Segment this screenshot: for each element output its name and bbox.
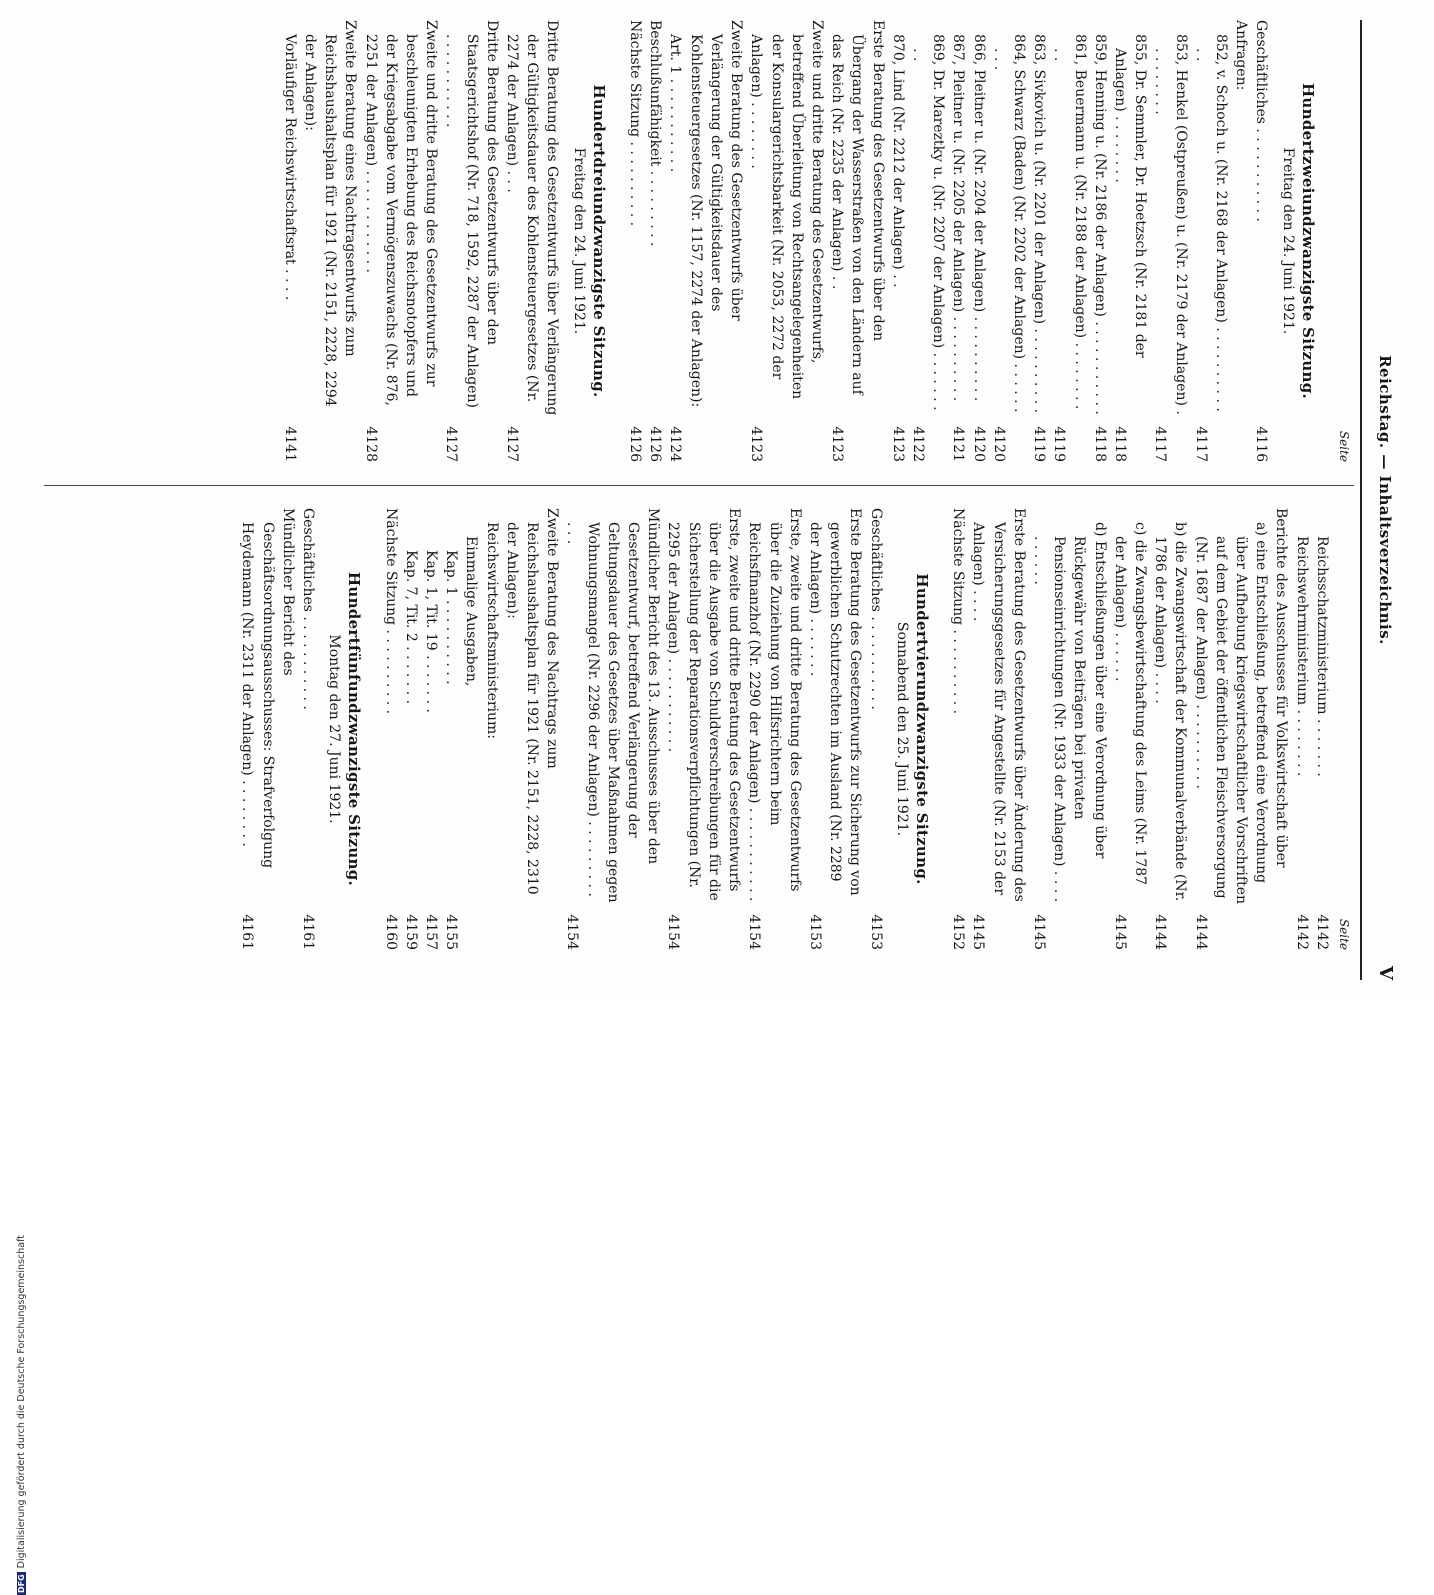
toc-entry-text: 864, Schwarz (Baden) (Nr. 2202 der Anlagen) . . . . . . . . . [990, 34, 1027, 413]
toc-entry [1150, 20, 1190, 462]
toc-page-number: 4145 [1111, 914, 1128, 950]
toc-entry [1191, 20, 1231, 462]
toc-entry-text: 867, Pleitner u. (Nr. 2205 der Anlagen) . . . . . . . . . . [950, 34, 967, 402]
toc-entry [1110, 20, 1150, 462]
toc-entry-text: Einmalige Ausgaben, [463, 536, 480, 687]
toc-entry-text: Mündlicher Bericht des 13. Ausschusses über den Gesetzentwurf, betreffend Verlängerung der Geltungsdauer des Gesetzes über Maßnahmen gegen Wohnungsmangel (Nr. 2296 der Anlagen) . . . . . . . . . . . . [564, 508, 662, 903]
page-number: V [1375, 966, 1396, 980]
toc-entry [968, 508, 1029, 950]
toc-entry [1291, 508, 1311, 950]
toc-entry [380, 508, 400, 950]
toc-entry [502, 20, 563, 462]
toc-page-number: 4116 [1253, 426, 1270, 462]
toc-entry-text: Berichte des Ausschusses für Volkswirtschaft über [1273, 508, 1290, 868]
toc-entry-text: 870, Lind (Nr. 2212 der Anlagen) . . [889, 34, 906, 288]
session-date: Freitag den 24. Juni 1921. [1279, 147, 1296, 335]
toc-entry-text: Erste Beratung des Gesetzentwurfs zur Sicherung von gewerblichen Schutzrechten im Ausland (Nr. 2289 der Anlagen) . . . . . . . [806, 508, 864, 896]
toc-page-number: 4157 [423, 914, 440, 950]
toc-entry-text: Erste, zweite und dritte Beratung des Gesetzentwurfs über die Ausgabe von Schuldverschreibungen für die Sicherstellung der Reparationsverpflichtungen (Nr. 2295 der Anlagen) . . . . . . . . . . . [665, 508, 743, 901]
toc-page-number: 4161 [300, 914, 317, 950]
toc-page-number: 4117 [1152, 426, 1169, 462]
toc-entry [562, 508, 663, 950]
session-title: Hundertfünfundzwanzigste Sitzung. [345, 571, 364, 887]
toc-page-number: 4128 [362, 426, 379, 462]
toc-page-number: 4152 [950, 914, 967, 950]
toc-entry [989, 20, 1029, 462]
footer-credit [16, 1195, 30, 1595]
toc-entry [280, 20, 300, 462]
toc-page-number: 4154 [564, 914, 581, 950]
toc-entry [1110, 508, 1150, 950]
toc-page-number: 4142 [1313, 914, 1330, 950]
toc-entry [888, 20, 908, 462]
toc-entry [360, 20, 441, 462]
toc-entry-text: 859, Henning u. (Nr. 2186 der Anlagen) . . . . . . . . . . . [1091, 34, 1108, 415]
toc-page-number: 4120 [990, 426, 1007, 462]
toc-entry-text: Dritte Beratung des Gesetzentwurfs über Verlängerung der Gültigkeitsdauer des Kohlensteuergesetzes (Nr. 2274 der Anlagen) . . . [504, 20, 561, 416]
toc-entry-text: b) die Zwangswirtschaft der Kommunalverbände (Nr. 1786 der Anlagen) . . . . [1152, 522, 1189, 902]
toc-entry-text: a) eine Entschließung, betreffend eine Verordnung über Aufhebung kriegswirtschaftlicher Vorschriften auf dem Gebiet der öffentlichen Fleischversorgung (Nr. 1687 der Anlagen) . . . . . . . . . . [1192, 522, 1270, 904]
toc-entry [441, 508, 461, 950]
session-date: Montag den 27. Juni 1921. [326, 634, 343, 824]
toc-entry [441, 20, 502, 462]
toc-entry [502, 508, 563, 950]
toc-entry-text: Erste, zweite und dritte Beratung des Gesetzentwurfs über die Zuziehung von Hilfsrichtern beim Reichsfinanzhof (Nr. 2290 der Anlagen) . . . . . . . . . . . [746, 508, 803, 902]
left-column [34, 20, 1354, 462]
toc-entry [665, 20, 746, 462]
right-column [34, 508, 1354, 950]
toc-entry [461, 508, 481, 950]
toc-page-number: 4127 [443, 426, 460, 462]
toc-entry-text: Zweite und dritte Beratung des Gesetzentwurfs, betreffend Überleitung von Rechtsangelegenheiten der Konsulargerichtsbarkeit (Nr. 2053, 2272 der Anlagen) . . . . . . . . [748, 20, 825, 400]
toc-entry [746, 20, 827, 462]
toc-entry-text: Anfragen: [1233, 20, 1250, 91]
toc-page-number: 4122 [909, 426, 926, 462]
rotated-sheet [10, 20, 1400, 980]
toc-page-number: 4118 [1111, 426, 1128, 462]
toc-page-number: 4145 [970, 914, 987, 950]
toc-entry [298, 508, 318, 950]
toc-page-number: 4159 [402, 914, 419, 950]
running-title: Reichstag. — Inhaltsverzeichnis. [1376, 355, 1394, 645]
toc-page-number: 4142 [1293, 914, 1310, 950]
toc-entry [421, 508, 441, 950]
session-date: Freitag den 24. Juni 1921. [570, 147, 587, 335]
toc-entry [645, 20, 665, 462]
toc-entry-text: Kap. 7, Tit. 2 . . . . . . . [402, 550, 419, 705]
toc-page-number: 4126 [647, 426, 664, 462]
toc-entry [663, 508, 744, 950]
toc-page-number: 4161 [239, 914, 256, 950]
toc-entry [948, 508, 968, 950]
toc-entry [1029, 508, 1110, 950]
toc-page-number: 4118 [1091, 426, 1108, 462]
toc-entry [237, 508, 298, 950]
toc-page-number: 4117 [1192, 426, 1209, 462]
toc-page-number: 4153 [806, 914, 823, 950]
toc-entry-text: 863, Sivkovich u. (Nr. 2201 der Anlagen) . . . . . . . . . . [1031, 34, 1048, 414]
toc-entry-text: Zweite Beratung des Nachtrags zum Reichshaushaltsplan für 1921 (Nr. 2151, 2228, 2310 der Anlagen): [503, 508, 561, 895]
toc-entry-text: Geschäftliches . . . . . . . . . . . [1253, 20, 1270, 222]
toc-entry [1312, 508, 1332, 950]
toc-page-number: 4155 [443, 914, 460, 950]
toc-entry-text: 866, Pleitner u. (Nr. 2204 der Anlagen) . . . . . . . . . . [970, 34, 987, 402]
page-header [1360, 20, 1400, 980]
session-title: Hundertzweiundzwanzigste Sitzung. [1298, 82, 1317, 400]
toc-page-number: 4119 [1031, 426, 1048, 462]
toc-entry [827, 20, 888, 462]
toc-page-number: 4154 [746, 914, 763, 950]
toc-entry-text: Kap. 1, Tit. 19 . . . . . . . [423, 550, 440, 713]
toc-entry-text: c) die Zwangsbewirtschaftung des Leims (Nr. 1787 der Anlagen) . . . . . . [1111, 522, 1148, 886]
toc-page-number: 4123 [889, 426, 906, 462]
toc-page-number: 4123 [829, 426, 846, 462]
toc-page-number: 4154 [665, 914, 682, 950]
toc-page-number: 4124 [667, 426, 684, 462]
toc-entry-text: 853, Henkel (Ostpreußen) u. (Nr. 2179 der Anlagen) . . . . . . . . . [1152, 34, 1189, 415]
toc-entry [908, 20, 948, 462]
toc-entry-text: Zweite Beratung des Gesetzentwurfs über Verlängerung der Gültigkeitsdauer des Kohlensteuergesetzes (Nr. 1157, 2274 der Anlagen): Art. 1 . . . . . . . . . . . [667, 20, 745, 408]
toc-entry [1190, 508, 1271, 950]
toc-entry-text: Nächste Sitzung . . . . . . . . . . [950, 508, 967, 715]
toc-entry-text: 869, Dr. Mareztky u. (Nr. 2207 der Anlagen) . . . . . . . . . [909, 34, 947, 411]
toc-entry [1271, 508, 1291, 950]
toc-entry-text: Reichsschatzministerium . . . . . . . [1313, 536, 1330, 777]
toc-entry [1251, 20, 1271, 462]
toc-entry [968, 20, 988, 462]
seite-label: Seite [1337, 918, 1351, 950]
toc-entry [1150, 508, 1190, 950]
toc-entry-text: Zweite Beratung eines Nachtragsentwurfs zum Reichshaushaltsplan für 1921 (Nr. 2151, 2228, 2294 der Anlagen): [302, 20, 359, 407]
toc-entry [1231, 20, 1251, 462]
toc-entry [625, 20, 645, 462]
toc-entry-text: Kap. 1 . . . . . . . . . . [443, 550, 460, 685]
toc-entry-text: 852, v. Schoch u. (Nr. 2168 der Anlagen) . . . . . . . . . . . . [1192, 34, 1229, 412]
toc-entry-text: Vorläufiger Reichswirtschaftsrat . . . . [281, 34, 298, 301]
seite-label: Seite [1337, 430, 1351, 462]
toc-entry-text: Geschäftliches . . . . . . . . . . . [867, 508, 884, 710]
toc-entry-text: 855, Dr. Semmler, Dr. Hoetzsch (Nr. 2181 der Anlagen) . . . . . . . . [1111, 34, 1149, 358]
toc-entry [948, 20, 968, 462]
toc-page-number: 4144 [1192, 914, 1209, 950]
toc-page-number: 4123 [748, 426, 765, 462]
toc-page-number: 4121 [950, 426, 967, 462]
session-date: Sonnabend den 25. Juni 1921. [893, 621, 910, 837]
toc-page-number: 4126 [627, 426, 644, 462]
toc-entry-text: Reichswehrministerium . . . . . . . . [1293, 536, 1310, 777]
session-title: Hundertdreiundzwanzigste Sitzung. [589, 84, 608, 398]
toc-entry-text: Geschäftliches . . . . . . . . . . . [300, 508, 317, 710]
toc-entry-text: 861, Beuermann u. (Nr. 2188 der Anlagen) . . . . . . . . . . [1051, 34, 1088, 410]
toc-entry-text: Dritte Beratung des Gesetzentwurfs über den Staatsgerichtshof (Nr. 718, 1592, 2287 der Anlagen) . . . . . . . . . . . [443, 20, 500, 408]
toc-page-number: 4144 [1152, 914, 1169, 950]
footer-strip [2, 995, 27, 1593]
toc-entry [481, 508, 501, 950]
toc-entry [300, 20, 361, 462]
toc-page-number: 4141 [281, 426, 298, 462]
toc-page-number: 4127 [504, 426, 521, 462]
toc-entry-text: Nächste Sitzung . . . . . . . . . . [382, 508, 399, 715]
toc-page-number: 4145 [1030, 914, 1047, 950]
toc-entry-text: Erste Beratung des Gesetzentwurfs über den Übergang der Wasserstraßen von den Ländern auf das Reich (Nr. 2235 der Anlagen) . . [829, 20, 886, 395]
toc-entry [1090, 20, 1110, 462]
toc-entry [865, 508, 885, 950]
dfg-logo: DFG [17, 1574, 26, 1593]
session-title: Hundertvierundzwanzigste Sitzung. [912, 573, 931, 885]
toc-entry [744, 508, 805, 950]
toc-entry-text: Zweite und dritte Beratung des Gesetzentwurfs zur beschleunigten Erhebung des Reichsnotopfers und der Kriegsabgabe vom Vermögenszuwachs (Nr. 876, 2251 der Anlagen) . . . . . . . . . . . . [362, 20, 440, 406]
toc-entry-text: Beschlußunfähigkeit . . . . . . . . . [647, 20, 664, 247]
toc-entry-text: d) Entschließungen über eine Verordnung über Rückgewähr von Beiträgen bei privaten Pensionseinrichtungen (Nr. 1933 der Anlagen) . . . . . . . . . . [1030, 522, 1108, 903]
toc-entry-text: Reichswirtschaftsministerium: [483, 522, 500, 740]
toc-entry [401, 508, 421, 950]
toc-entry-text: Erste Beratung des Gesetzentwurfs über Änderung des Versicherungsgesetzes für Angestellte (Nr. 2153 der Anlagen) . . . . [970, 508, 1027, 902]
toc-entry-text: Nächste Sitzung . . . . . . . . . . [627, 20, 644, 227]
toc-entry [805, 508, 866, 950]
toc-page-number: 4153 [867, 914, 884, 950]
toc-page-number: 4119 [1051, 426, 1068, 462]
footer-text: Digitalisierung gefördert durch die Deutsche Forschungsgemeinschaft [16, 1235, 27, 1569]
toc-page-number: 4160 [382, 914, 399, 950]
column-divider [44, 485, 1354, 486]
toc-entry [1049, 20, 1089, 462]
toc-entry [1029, 20, 1049, 462]
toc-entry-text: Mündlicher Bericht des Geschäftsordnungsausschusses: Strafverfolgung Heydemann (Nr. 2311 der Anlagen) . . . . . . . . [239, 508, 296, 869]
toc-page-number: 4120 [970, 426, 987, 462]
